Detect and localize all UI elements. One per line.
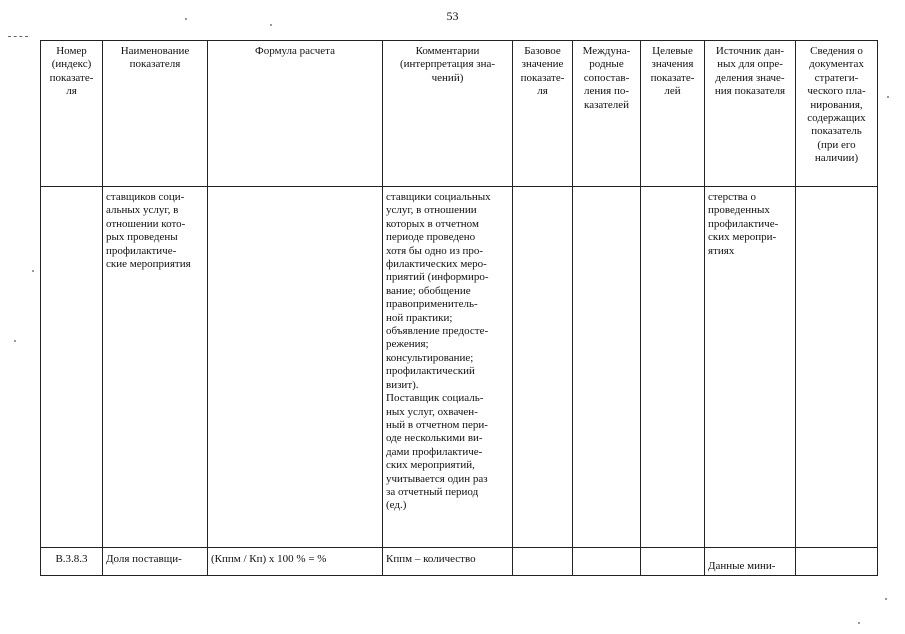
cell-source: стерства о проведенных профилактиче- ских меропри- ятиях xyxy=(705,187,796,548)
indicator-table xyxy=(40,40,878,576)
header-name: Наименование показателя xyxy=(103,41,208,187)
cell-target xyxy=(641,187,705,548)
table-row xyxy=(41,187,878,548)
cell-name: ставщиков соци- альных услуг, в отношении кото- рых проведены профилактиче- ские мероприятия xyxy=(103,187,208,548)
cell-index: В.3.8.3 xyxy=(41,548,103,576)
header-index: Номер (индекс) показате- ля xyxy=(41,41,103,187)
header-formula: Формула расчета xyxy=(208,41,383,187)
margin-mark xyxy=(8,36,28,37)
table-row xyxy=(41,548,878,576)
page-number: 53 xyxy=(446,9,459,23)
header-documents: Сведения о документах стратеги- ческого пла- нирования, содержащих показатель (при его наличии) xyxy=(796,41,878,187)
scan-speck xyxy=(887,96,889,98)
cell-base-value xyxy=(513,548,573,576)
scan-speck xyxy=(885,598,887,600)
scan-speck xyxy=(14,340,16,342)
cell-target xyxy=(641,548,705,576)
header-row xyxy=(41,41,878,187)
cell-base-value xyxy=(513,187,573,548)
scan-speck xyxy=(270,24,272,26)
scan-speck xyxy=(185,18,187,20)
cell-source: Данные мини- xyxy=(705,548,796,576)
cell-formula: (Кппм / Кп) x 100 % = % xyxy=(208,548,383,576)
header-comment: Комментарии (интерпретация зна- чений) xyxy=(383,41,513,187)
cell-documents xyxy=(796,187,878,548)
cell-comment: Кппм – количество xyxy=(383,548,513,576)
cell-name: Доля поставщи- xyxy=(103,548,208,576)
header-target: Целевые значения показате- лей xyxy=(641,41,705,187)
cell-comment: ставщики социальных услуг, в отношении которых в отчетном периоде проведено хотя бы одно из про- филактических меро- приятий (информиро- вание; обобщение правоприменитель- ной практики; объявление предосте- режения; консультирование; профилактический визит). Поставщик социаль- ных услуг, охвачен- ный в отчетном пери- оде несколькими ви- дами профилактиче- ских мероприятий, учитывается один раз за отчетный период (ед.) xyxy=(383,187,513,548)
cell-documents xyxy=(796,548,878,576)
cell-international xyxy=(573,548,641,576)
cell-international xyxy=(573,187,641,548)
cell-index xyxy=(41,187,103,548)
header-international: Междуна- родные сопостав- ления по- казателей xyxy=(573,41,641,187)
scan-speck xyxy=(32,270,34,272)
scan-speck xyxy=(858,622,860,624)
cell-formula xyxy=(208,187,383,548)
header-source: Источник дан- ных для опре- деления значе- ния показателя xyxy=(705,41,796,187)
header-base-value: Базовое значение показате- ля xyxy=(513,41,573,187)
